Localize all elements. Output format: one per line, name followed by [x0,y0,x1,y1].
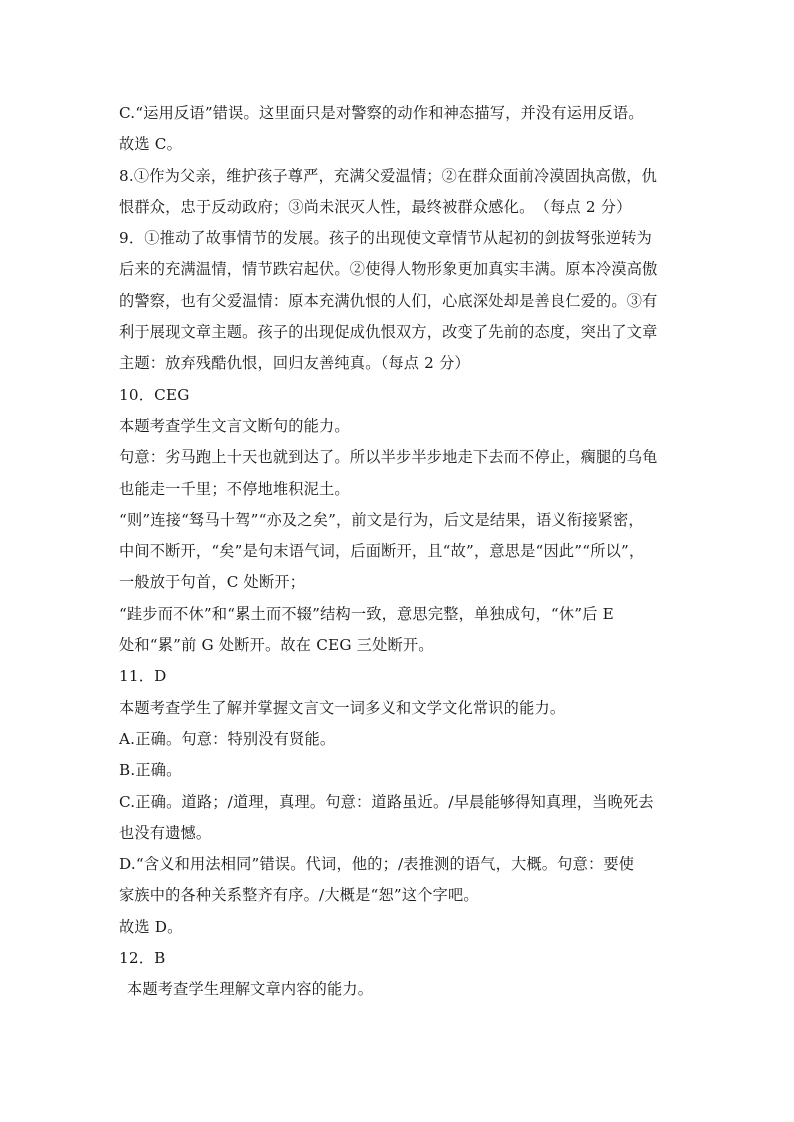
text-line: 本题考查学生了解并掌握文言文一词多义和文学文化常识的能力。 [119,698,566,717]
answer-12-heading: 12．B [119,949,166,968]
text-line: C.正确。道路；/道理，真理。句意：道路虽近。/早晨能够得知真理，当晚死去 [119,792,654,811]
text-line: B.正确。 [119,761,182,780]
answer-9-line: 9．①推动了故事情节的发展。孩子的出现使文章情节从起初的剑拔弩张逆转为 [119,229,653,248]
text-line: 句意：劣马跑上十天也就到达了。所以半步半步地走下去而不停止，瘸腿的乌龟 [119,448,658,467]
text-line: 家族中的各种关系整齐有序。/大概是“恕”这个字吧。 [119,886,479,905]
text-line: A.正确。句意：特别没有贤能。 [119,729,336,748]
answer-10-heading: 10．CEG [119,385,190,404]
text-line: 处和“累”前 G 处断开。故在 CEG 三处断开。 [119,636,434,655]
text-line: 也没有遗憾。 [119,823,212,842]
answer-text-block [119,98,679,1006]
text-line: “跬步而不休”和“累土而不辍”结构一致，意思完整，单独成句，“休”后 E [119,604,614,623]
text-line: 的警察，也有父爱温情：原本充满仇恨的人们，心底深处却是善良仁爱的。③有 [119,291,658,310]
text-line: 本题考查学生文言文断句的能力。 [119,416,350,435]
text-line: 主题：放弃残酷仇恨，回归友善纯真。（每点 2 分） [119,354,470,373]
text-line: 本题考查学生理解文章内容的能力。 [127,980,374,999]
text-line: 恨群众，忠于反动政府；③尚未泯灭人性，最终被群众感化。 （每点 2 分） [119,197,632,216]
text-line: “则”连接“驽马十驾”“亦及之矣”，前文是行为，后文是结果，语义衔接紧密， [119,510,644,529]
text-line: 利于展现文章主题。孩子的出现促成仇恨双方，改变了先前的态度，突出了文章 [119,323,658,342]
answer-8-line: 8.①作为父亲，维护孩子尊严，充满父爱温情；②在群众面前冷漠固执高傲，仇 [119,166,658,185]
answer-11-heading: 11．D [119,667,167,686]
text-line: 后来的充满温情，情节跌宕起伏。②使得人物形象更加真实丰满。原本冷漠高傲 [119,260,658,279]
text-line: D.“含义和用法相同”错误。代词，他的；/表推测的语气，大概。句意：要使 [119,855,635,874]
text-line: 中间不断开，“矣”是句末语气词，后面断开，且“故”，意思是“因此”“所以”， [119,542,645,561]
text-line: 一般放于句首，C 处断开； [119,573,306,592]
text-line: C.“运用反语”错误。这里面只是对警察的动作和神态描写，并没有运用反语。 [119,104,644,122]
text-line: 故选 C。 [119,135,183,154]
text-line: 也能走一千里；不停地堆积泥土。 [119,479,350,498]
text-line: 故选 D。 [119,917,183,936]
